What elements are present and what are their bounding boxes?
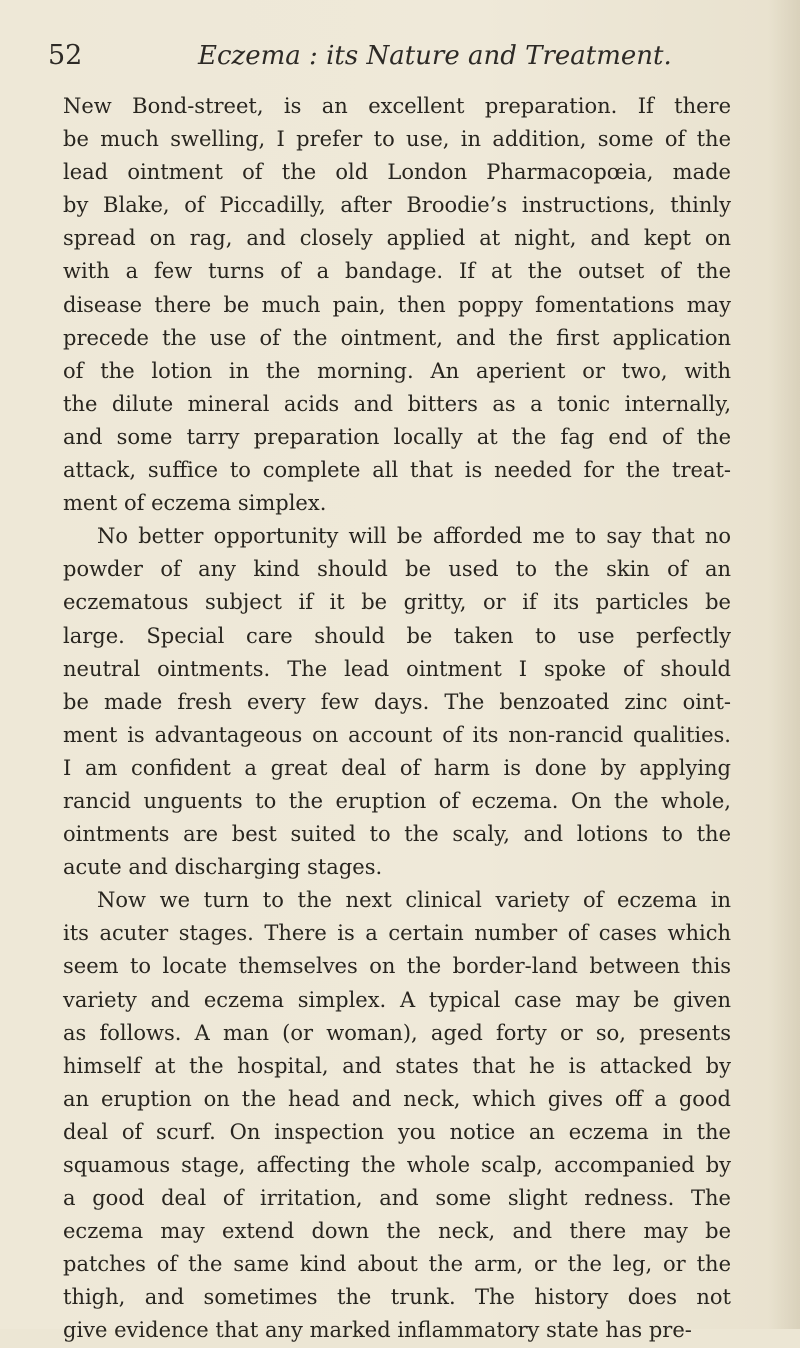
text-line: spread on rag, and closely applied at night, and kept on [63,226,731,251]
text-line: attack, suffice to complete all that is needed for the treat- [63,458,731,483]
text-line: Now we turn to the next clinical variety of eczema in [97,888,731,913]
text-line: disease there be much pain, then poppy fomentations may [63,292,731,317]
running-head [48,36,738,76]
paragraph [63,884,731,1347]
text-line: with a few turns of a bandage. If at the outset of the [63,259,731,284]
text-line: squamous stage, affecting the whole scalp, accompanied by [63,1153,731,1177]
text-line: of the lotion in the morning. An aperient or two, with [63,358,731,383]
text-line: eczema may extend down the neck, and there may be [63,1219,731,1244]
text-line: and some tarry preparation locally at the fag end of the [63,424,731,449]
paragraph [63,90,731,520]
paragraph [63,520,731,884]
text-line: acute and discharging stages. [63,855,383,880]
text-line: a good deal of irritation, and some slight redness. The [63,1186,731,1211]
text-line: ment of eczema simplex. [63,491,327,516]
text-line: rancid unguents to the eruption of eczema. On the whole, [63,788,731,813]
text-line: large. Special care should be taken to use perfectly [63,623,731,648]
text-line: variety and eczema simplex. A typical case may be given [63,987,731,1012]
text-line: New Bond-street, is an excellent preparation. If there [63,94,731,118]
text-line: precede the use of the ointment, and the first application [63,325,731,350]
text-line: ointments are best suited to the scaly, and lotions to the [63,822,731,847]
text-line: thigh, and sometimes the trunk. The history does not [63,1285,731,1310]
text-line: an eruption on the head and neck, which gives off a good [63,1086,731,1111]
text-line: ment is advantageous on account of its non-rancid qualities. [63,722,731,747]
text-line: lead ointment of the old London Pharmacopœia, made [63,160,731,185]
text-line: powder of any kind should be used to the skin of an [63,557,731,582]
text-line: the dilute mineral acids and bitters as a tonic internally, [63,391,731,416]
body-text [63,90,731,1348]
text-line: himself at the hospital, and states that he is attacked by [63,1053,731,1078]
text-line: patches of the same kind about the arm, or the leg, or the [63,1252,731,1277]
text-line: eczematous subject if it be gritty, or if its particles be [63,590,731,615]
running-title: Eczema : its Nature and Treatment. [198,41,672,71]
text-line: give evidence that any marked inflammatory state has pre- [63,1318,692,1343]
text-line: be made fresh every few days. The benzoated zinc oint- [63,689,731,714]
text-line: No better opportunity will be afforded me to say that no [97,524,731,549]
text-line: its acuter stages. There is a certain number of cases which [63,921,731,946]
page-number: 52 [48,40,83,71]
text-line: I am confident a great deal of harm is done by applying [63,755,731,780]
text-line: neutral ointments. The lead ointment I spoke of should [63,656,731,681]
text-line: be much swelling, I prefer to use, in addition, some of the [63,127,731,152]
text-line: seem to locate themselves on the border-land between this [63,954,731,979]
text-line: deal of scurf. On inspection you notice an eczema in the [63,1119,731,1144]
text-line: as follows. A man (or woman), aged forty or so, presents [63,1020,731,1045]
text-line: by Blake, of Piccadilly, after Broodie’s instructions, thinly [63,193,731,218]
